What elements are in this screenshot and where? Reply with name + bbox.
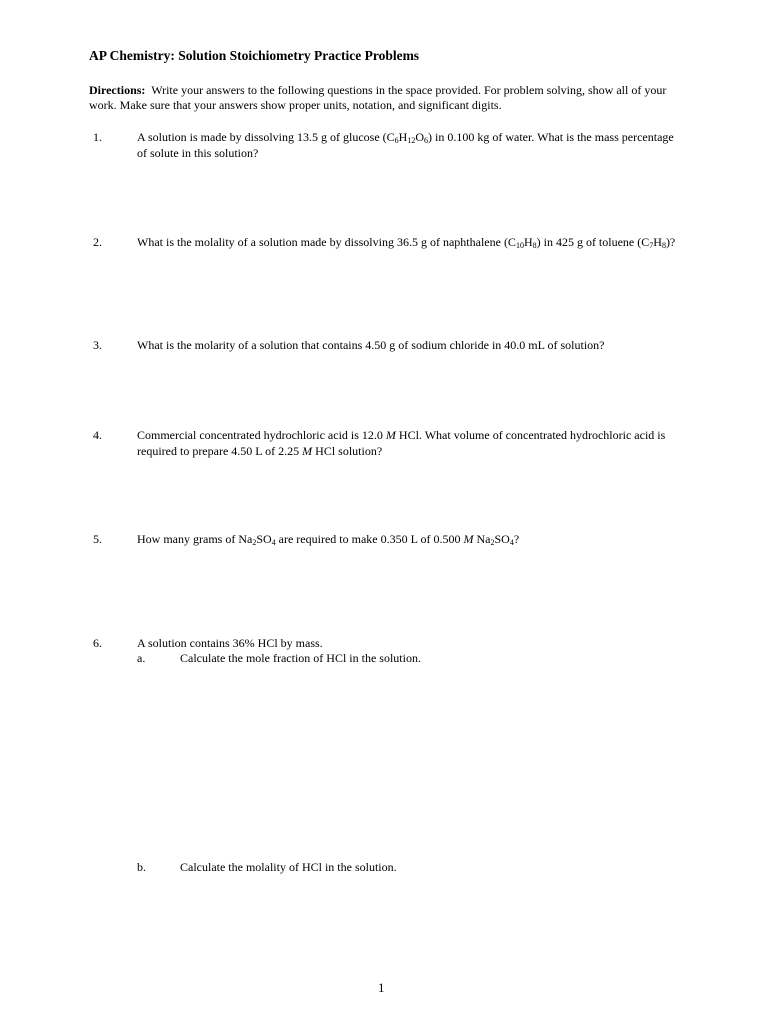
- question-text-fragment: What is the molarity of a solution that contains 4.50 g of sodium chloride in 40.0 mL of solution?: [137, 338, 605, 352]
- question-text-fragment: are required to make 0.350 L of 0.500: [275, 532, 464, 546]
- question-3-number: 3.: [93, 338, 102, 352]
- directions-text: Write your answers to the following questions in the space provided. For problem solving, show all of your work. Make sure that your answers show proper units, notation, and significant digits.: [89, 83, 667, 112]
- question-text-fragment: What is the molality of a solution made by dissolving 36.5 g of naphthalene (C: [137, 235, 516, 249]
- question-6b-text: Calculate the molality of HCl in the solution.: [180, 860, 397, 874]
- question-1-text: [137, 129, 677, 161]
- question-text-fragment: H: [398, 130, 408, 144]
- question-text-fragment: 10: [515, 241, 524, 250]
- question-text-fragment: How many grams of Na: [137, 532, 253, 546]
- question-text-fragment: HCl solution?: [312, 444, 383, 458]
- question-text-fragment: SO: [494, 532, 510, 546]
- question-text-fragment: ) in 0.100 kg of water. What is the mass percentage of solute in this solution?: [137, 130, 674, 160]
- page-title: AP Chemistry: Solution Stoichiometry Practice Problems: [89, 48, 420, 63]
- question-text-fragment: )?: [665, 235, 676, 249]
- question-4-text: [137, 427, 677, 459]
- question-6a-text: Calculate the mole fraction of HCl in the solution.: [180, 651, 421, 665]
- question-text-fragment: 8: [532, 241, 537, 250]
- question-1-number: 1.: [93, 130, 102, 144]
- question-text-fragment: HCl. What volume of concentrated hydrochloric acid is required to prepare 4.50 L of 2.25: [137, 428, 666, 458]
- directions: [89, 83, 689, 113]
- page-number: 1: [378, 980, 385, 995]
- question-text-fragment: M: [302, 444, 313, 458]
- question-text-fragment: 2: [252, 538, 257, 547]
- question-text-fragment: 4: [509, 538, 514, 547]
- question-text-fragment: 7: [649, 241, 654, 250]
- question-2-text: [137, 234, 677, 250]
- question-2-number: 2.: [93, 235, 102, 249]
- question-text-fragment: SO: [256, 532, 272, 546]
- question-text-fragment: 6: [424, 136, 429, 145]
- question-text-fragment: H: [653, 235, 662, 249]
- question-text-fragment: Na: [473, 532, 491, 546]
- question-text-fragment: A solution contains 36% HCl by mass.: [137, 636, 323, 650]
- question-3-text: [137, 337, 677, 353]
- question-6b-letter: b.: [137, 860, 146, 874]
- question-text-fragment: 4: [271, 538, 276, 547]
- question-text-fragment: Commercial concentrated hydrochloric acid is 12.0: [137, 428, 386, 442]
- question-5-number: 5.: [93, 532, 102, 546]
- question-6-number: 6.: [93, 636, 102, 650]
- question-text-fragment: M: [385, 428, 396, 442]
- question-6a-letter: a.: [137, 651, 146, 665]
- question-text-fragment: M: [463, 532, 474, 546]
- question-text-fragment: H: [523, 235, 533, 249]
- question-text-fragment: ) in 425 g of toluene (C: [536, 235, 650, 249]
- question-text-fragment: ?: [513, 532, 520, 546]
- question-text-fragment: 2: [490, 538, 495, 547]
- question-5-text: [137, 531, 677, 547]
- question-4-number: 4.: [93, 428, 102, 442]
- question-6-text: [137, 635, 677, 651]
- question-text-fragment: A solution is made by dissolving 13.5 g of glucose (C: [137, 130, 395, 144]
- question-text-fragment: 8: [661, 241, 666, 250]
- question-text-fragment: 6: [394, 136, 399, 145]
- question-text-fragment: O: [415, 130, 425, 144]
- directions-label: Directions:: [89, 83, 146, 97]
- question-text-fragment: 12: [407, 136, 416, 145]
